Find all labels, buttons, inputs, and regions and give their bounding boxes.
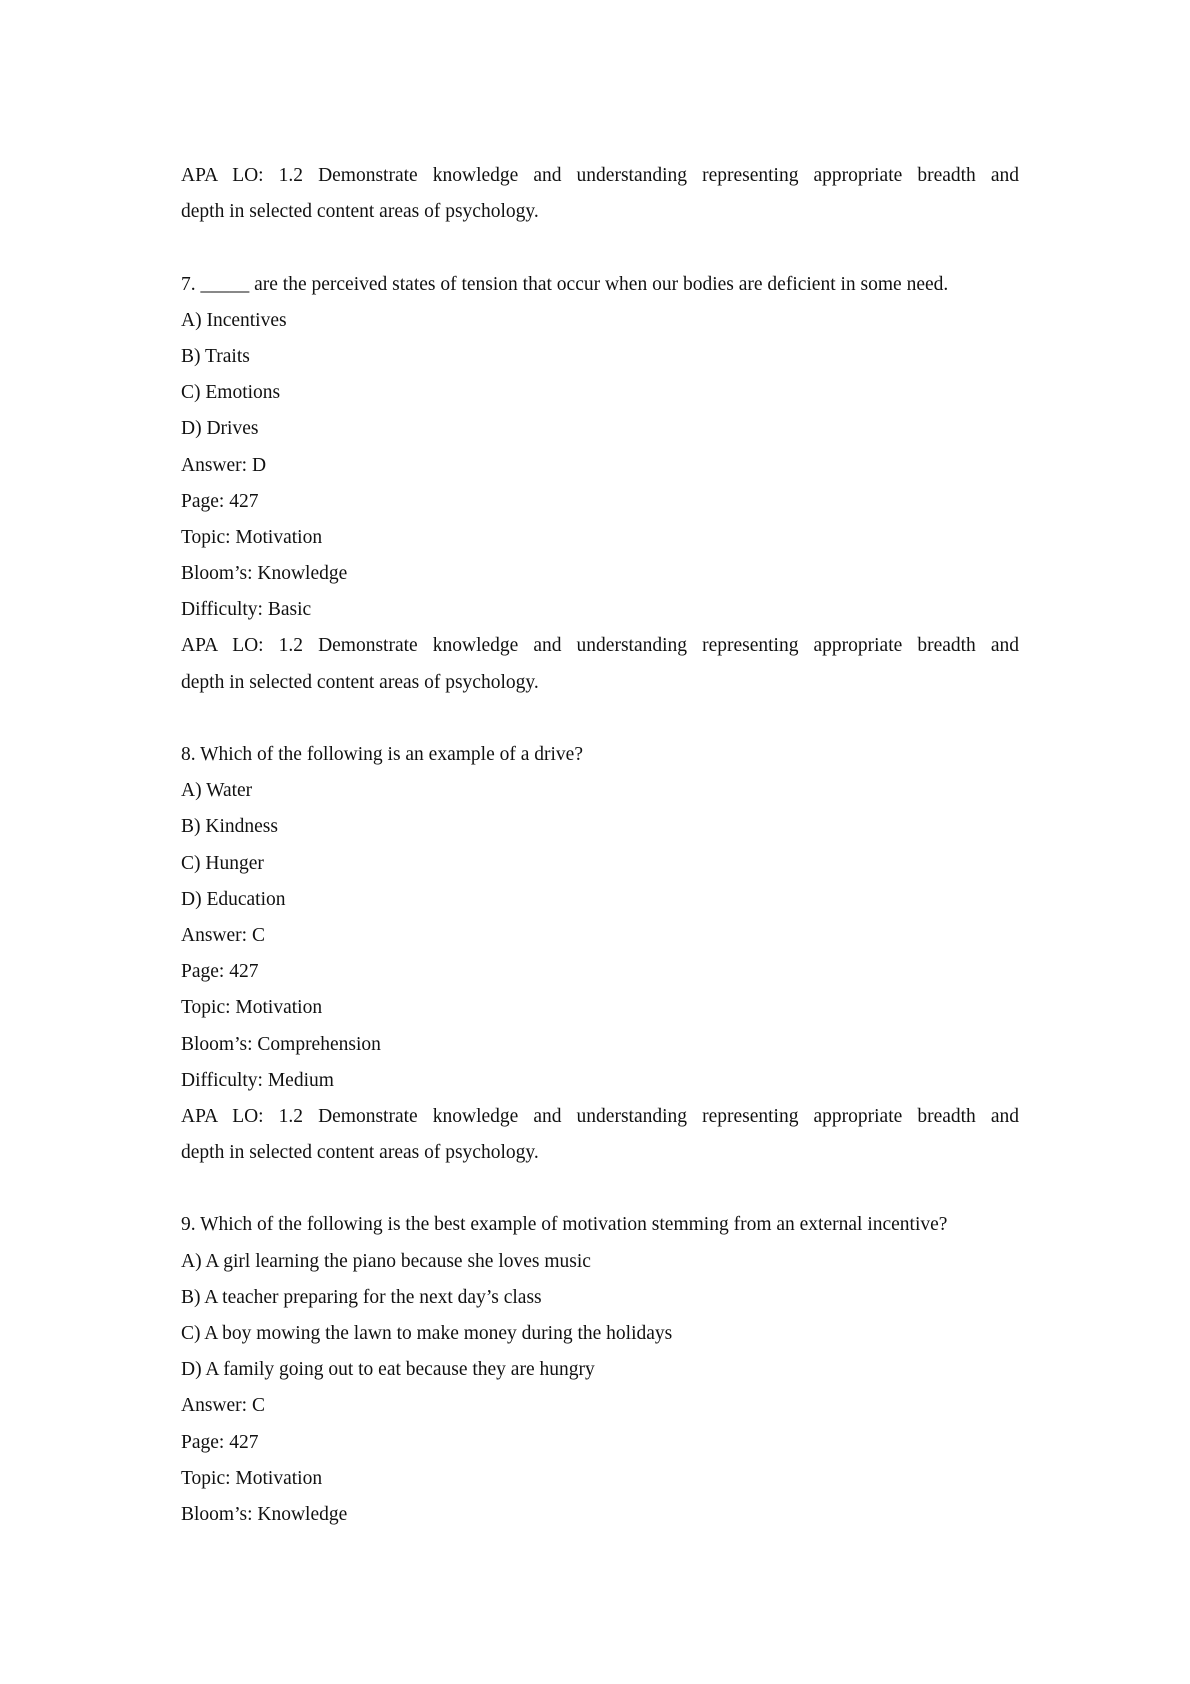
answer-option: A) Incentives bbox=[181, 309, 287, 331]
apa-lo-line: APA LO: 1.2 Demonstrate knowledge and understanding representing appropriate breadth and bbox=[181, 165, 1019, 186]
answer-key: Answer: D bbox=[181, 454, 267, 476]
difficulty-label: Difficulty: Medium bbox=[181, 1069, 334, 1091]
blooms-label: Bloom’s: Knowledge bbox=[181, 563, 348, 585]
answer-key: Answer: C bbox=[181, 1395, 265, 1417]
page-reference: Page: 427 bbox=[181, 490, 259, 512]
page-reference: Page: 427 bbox=[181, 961, 259, 983]
answer-option: D) Education bbox=[181, 888, 286, 910]
apa-lo-line: APA LO: 1.2 Demonstrate knowledge and understanding representing appropriate breadth and bbox=[181, 635, 1019, 657]
blooms-label: Bloom’s: Knowledge bbox=[181, 1503, 348, 1525]
blooms-label: Bloom’s: Comprehension bbox=[181, 1033, 381, 1055]
topic-label: Topic: Motivation bbox=[181, 1467, 323, 1489]
apa-lo-line: depth in selected content areas of psychology. bbox=[181, 1142, 539, 1164]
answer-option: A) Water bbox=[181, 780, 253, 802]
spacer bbox=[181, 1171, 1019, 1207]
question-stem: 7. _____ are the perceived states of tension that occur when our bodies are deficient in some need. bbox=[181, 273, 949, 295]
difficulty-label: Difficulty: Basic bbox=[181, 599, 312, 621]
question-block bbox=[181, 267, 1019, 701]
apa-lo-line: APA LO: 1.2 Demonstrate knowledge and understanding representing appropriate breadth and bbox=[181, 1105, 1019, 1127]
answer-option: D) Drives bbox=[181, 418, 259, 440]
answer-option: C) Emotions bbox=[181, 382, 281, 404]
document-page bbox=[181, 158, 1019, 1533]
answer-option: B) Traits bbox=[181, 345, 250, 367]
answer-option: B) Kindness bbox=[181, 816, 278, 838]
answer-option: B) A teacher preparing for the next day’s class bbox=[181, 1286, 542, 1308]
question-stem: 9. Which of the following is the best example of motivation stemming from an external incentive? bbox=[181, 1214, 948, 1236]
spacer bbox=[181, 230, 1019, 266]
page-reference: Page: 427 bbox=[181, 1431, 259, 1453]
answer-key: Answer: C bbox=[181, 924, 265, 946]
spacer bbox=[181, 701, 1019, 737]
answer-option: C) A boy mowing the lawn to make money during the holidays bbox=[181, 1323, 673, 1344]
apa-lo-line: depth in selected content areas of psychology. bbox=[181, 201, 539, 223]
question-stem: 8. Which of the following is an example of a drive? bbox=[181, 744, 583, 765]
question-block bbox=[181, 737, 1019, 1171]
answer-option: C) Hunger bbox=[181, 852, 264, 874]
answer-option: D) A family going out to eat because they are hungry bbox=[181, 1359, 595, 1381]
topic-label: Topic: Motivation bbox=[181, 526, 323, 548]
question-block bbox=[181, 1207, 1019, 1533]
answer-option: A) A girl learning the piano because she loves music bbox=[181, 1250, 591, 1272]
topic-label: Topic: Motivation bbox=[181, 997, 323, 1019]
apa-lo-line: depth in selected content areas of psychology. bbox=[181, 671, 539, 693]
